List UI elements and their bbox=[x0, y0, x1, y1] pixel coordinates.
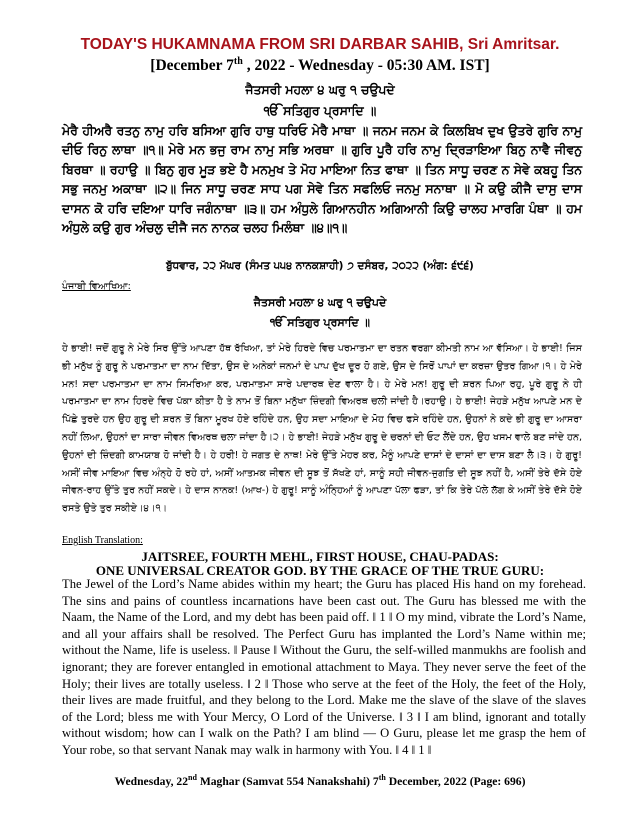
footer-part3: December, 2022 (Page: 696) bbox=[385, 774, 526, 788]
punjabi-ik-onkar: ੴ ਸਤਿਗੁਰ ਪ੍ਰਸਾਦਿ ॥ bbox=[270, 316, 370, 329]
punjabi-explanation-text: ਹੇ ਭਾਈ! ਜਦੋਂ ਗੁਰੂ ਨੇ ਮੇਰੇ ਸਿਰ ਉੱਤੇ ਆਪਣਾ ਹੱਥ ਰੱਖਿਆ, ਤਾਂ ਮੇਰੇ ਹਿਰਦੇ ਵਿਚ ਪਰਮਾਤਮਾ ਦਾ ਰਤਨ ਵਰਗਾ ਕੀਮਤੀ ਨਾਮ ਆ ਵੱਸਿਆ। ਹੇ ਭਾਈ! ਜਿਸ ਭੀ ਮਨੁੱਖ ਨੂੰ ਗੁਰੂ ਨੇ ਪਰਮਾਤਮਾ ਦਾ ਨਾਮ ਦਿੱਤਾ, ਉਸ ਦੇ ਅਨੇਕਾਂ ਜਨਮਾਂ ਦੇ ਪਾਪ ਦੁੱਖ ਦੂਰ ਹੋ ਗਏ, ਉਸ ਦੇ ਸਿਰੋਂ ਪਾਪਾਂ ਦਾ ਕਰਜ਼ਾ ਉਤਰ ਗਿਆ।੧। ਹੇ ਮੇਰੇ ਮਨ! ਸਦਾ ਪਰਮਾਤਮਾ ਦਾ ਨਾਮ ਸਿਮਰਿਆ ਕਰ, ਪਰਮਾਤਮਾ ਸਾਰੇ ਪਦਾਰਥ ਦੇਣ ਵਾਲਾ ਹੈ। ਹੇ ਮੇਰੇ ਮਨ! ਗੁਰੂ ਦੀ ਸ਼ਰਨ ਪਿਆ ਰਹੁ, ਪੂਰੇ ਗੁਰੂ ਨੇ ਹੀ ਪਰਮਾਤਮਾ ਦਾ ਨਾਮ ਹਿਰਦੇ ਵਿਚ ਪੱਕਾ ਕੀਤਾ ਹੈ ਤੇ ਨਾਮ ਤੋਂ ਬਿਨਾ ਮਨੁੱਖਾ ਜ਼ਿੰਦਗੀ ਵਿਅਰਥ ਚਲੀ ਜਾਂਦੀ ਹੈ।ਰਹਾਉ। ਹੇ ਭਾਈ! ਜੇਹੜੇ ਮਨੁੱਖ ਆਪਣੇ ਮਨ ਦੇ ਪਿੱਛੇ ਤੁਰਦੇ ਹਨ ਉਹ ਗੁਰੂ ਦੀ ਸ਼ਰਨ ਤੋਂ ਬਿਨਾ ਮੂਰਖ ਹੋਏ ਰਹਿੰਦੇ ਹਨ, ਉਹ ਸਦਾ ਮਾਇਆ ਦੇ ਮੋਹ ਵਿਚ ਫਸੇ ਰਹਿੰਦੇ ਹਨ, ਉਹਨਾਂ ਨੇ ਕਦੇ ਭੀ ਗੁਰੂ ਦਾ ਆਸਰਾ ਨਹੀਂ ਲਿਆ, ਉਹਨਾਂ ਦਾ ਸਾਰਾ ਜੀਵਨ ਵਿਅਰਥ ਚਲਾ ਜਾਂਦਾ ਹੈ।੨। ਹੇ ਭਾਈ! ਜੇਹੜੇ ਮਨੁੱਖ ਗੁਰੂ ਦੇ ਚਰਨਾਂ ਦੀ ਓਟ ਲੈਂਦੇ ਹਨ, ਉਹ ਖਸਮ ਵਾਲੇ ਬਣ ਜਾਂਦੇ ਹਨ, ਉਹਨਾਂ ਦੀ ਜ਼ਿੰਦਗੀ ਕਾਮਯਾਬ ਹੋ ਜਾਂਦੀ ਹੈ। ਹੇ ਹਰੀ! ਹੇ ਜਗਤ ਦੇ ਨਾਥ! ਮੇਰੇ ਉੱਤੇ ਮੇਹਰ ਕਰ, ਮੈਨੂੰ ਆਪਣੇ ਦਾਸਾਂ ਦੇ ਦਾਸਾਂ ਦਾ ਦਾਸ ਬਣਾ ਲੈ।੩। ਹੇ ਗੁਰੂ! ਅਸੀਂ ਜੀਵ ਮਾਇਆ ਵਿਚ ਅੰਨ੍ਹੇ ਹੋ ਰਹੇ ਹਾਂ, ਅਸੀਂ ਆਤਮਕ ਜੀਵਨ ਦੀ ਸੂਝ ਤੋਂ ਸੱਖਣੇ ਹਾਂ, ਸਾਨੂੰ ਸਹੀ ਜੀਵਨ-ਜੁਗਤਿ ਦੀ ਸੂਝ ਨਹੀਂ ਹੈ, ਅਸੀਂ ਤੇਰੇ ਦੱਸੇ ਹੋਏ ਜੀਵਨ-ਰਾਹ ਉੱਤੇ ਤੁਰ ਨਹੀਂ ਸਕਦੇ। ਹੇ ਦਾਸ ਨਾਨਕ! (ਆਖ-) ਹੇ ਗੁਰੂ! ਸਾਨੂੰ ਅੰਨ੍ਹਿਆਂ ਨੂੰ ਆਪਣਾ ਪੱਲਾ ਫੜਾ, ਤਾਂ ਕਿ ਤੇਰੇ ਪੱਲੇ ਲੱਗ ਕੇ ਅਸੀਂ ਤੇਰੇ ਦੱਸੇ ਹੋਏ ਰਸਤੇ ਉਤੇ ਤੁਰ ਸਕੀਏ।੪।੧। bbox=[62, 343, 582, 515]
gurmukhi-ik-onkar: ੴ ਸਤਿਗੁਰ ਪ੍ਰਸਾਦਿ ॥ bbox=[263, 103, 377, 118]
date-sup: th bbox=[233, 56, 243, 67]
english-translation-text: The Jewel of the Lord’s Name abides within my heart; the Guru has placed His hand on my forehead. The sins and pains of countless incarnations have been cast out. The Guru has blessed me with the Naam, the Name of the Lord, and my debt has been paid off. ‖ 1 ‖ O my mind, vibrate the Lord’s Name, and all your affairs shall be resolved. The Perfect Guru has implanted the Lord’s Name within me; without the Name, life is useless. ‖ Pause ‖ Without the Guru, the self-willed manmukhs are foolish and ignorant; they are forever entangled in emotional attachment to Maya. They never serve the feet of the Holy; their lives are totally useless. ‖ 2 ‖ Those who serve at the feet of the Holy, the feet of the Holy, their lives are made fruitful, and they belong to the Lord. Make me the slave of the slave of the slaves of the Lord; bless me with Your Mercy, O Lord of the Universe. ‖ 3 ‖ I am blind, ignorant and totally without wisdom; how can I walk on the Path? I am blind — O Guru, please let me grasp the hem of Your robe, so that servant Nanak may walk in harmony with You. ‖ 4 ‖ 1 ‖ bbox=[62, 577, 586, 757]
punjabi-shabad-heading: ਜੈਤਸਰੀ ਮਹਲਾ ੪ ਘਰੁ ੧ ਚਉਪਦੇ bbox=[253, 296, 387, 309]
english-heading-1: JAITSREE, FOURTH MEHL, FIRST HOUSE, CHAU-PADAS: bbox=[141, 549, 499, 564]
punjabi-date-line: ਬੁੱਧਵਾਰ, ੨੨ ਮੱਘਰ (ਸੰਮਤ ੫੫੪ ਨਾਨਕਸ਼ਾਹੀ) ੭ ਦਸੰਬਰ, ੨੦੨੨ (ਅੰਗ: ੬੯੬) bbox=[166, 260, 474, 272]
footer-sup2: th bbox=[378, 773, 386, 782]
footer-part1: Wednesday, 22 bbox=[114, 774, 189, 788]
page-title: TODAY'S HUKAMNAMA FROM SRI DARBAR SAHIB, Sri Amritsar. bbox=[80, 36, 560, 53]
punjabi-explanation-label: ਪੰਜਾਬੀ ਵਿਆਖਿਆ: bbox=[62, 281, 131, 292]
english-heading-2: ONE UNIVERSAL CREATOR GOD. BY THE GRACE OF THE TRUE GURU: bbox=[95, 563, 545, 578]
footer-date-line bbox=[0, 773, 640, 788]
date-pre: [December 7 bbox=[150, 57, 234, 75]
gurmukhi-shabad-heading: ਜੈਤਸਰੀ ਮਹਲਾ ੪ ਘਰੁ ੧ ਚਉਪਦੇ bbox=[245, 82, 395, 97]
gurmukhi-shabad-text: ਮੇਰੈ ਹੀਅਰੈ ਰਤਨੁ ਨਾਮੁ ਹਰਿ ਬਸਿਆ ਗੁਰਿ ਹਾਥੁ ਧਰਿਓ ਮੇਰੈ ਮਾਥਾ ॥ ਜਨਮ ਜਨਮ ਕੇ ਕਿਲਬਿਖ ਦੁਖ ਉਤਰੇ ਗੁਰਿ ਨਾਮੁ ਦੀਓ ਰਿਨੁ ਲਾਥਾ ॥੧॥ ਮੇਰੇ ਮਨ ਭਜੁ ਰਾਮ ਨਾਮੁ ਸਭਿ ਅਰਥਾ ॥ ਗੁਰਿ ਪੂਰੈ ਹਰਿ ਨਾਮੁ ਦ੍ਰਿੜਾਇਆ ਬਿਨੁ ਨਾਵੈ ਜੀਵਨੁ ਬਿਰਥਾ ॥ ਰਹਾਉ ॥ ਬਿਨੁ ਗੁਰ ਮੂੜ ਭਏ ਹੈ ਮਨਮੁਖ ਤੇ ਮੋਹ ਮਾਇਆ ਨਿਤ ਫਾਥਾ ॥ ਤਿਨ ਸਾਧੂ ਚਰਣ ਨ ਸੇਵੇ ਕਬਹੂ ਤਿਨ ਸਭੁ ਜਨਮੁ ਅਕਾਥਾ ॥੨॥ ਜਿਨ ਸਾਧੂ ਚਰਣ ਸਾਧ ਪਗ ਸੇਵੇ ਤਿਨ ਸਫਲਿਓ ਜਨਮੁ ਸਨਾਥਾ ॥ ਮੋ ਕਉ ਕੀਜੈ ਦਾਸੁ ਦਾਸ ਦਾਸਨ ਕੋ ਹਰਿ ਦਇਆ ਧਾਰਿ ਜਗੰਨਾਥਾ ॥੩॥ ਹਮ ਅੰਧੁਲੇ ਗਿਆਨਹੀਨ ਅਗਿਆਨੀ ਕਿਉ ਚਾਲਹ ਮਾਰਗਿ ਪੰਥਾ ॥ ਹਮ ਅੰਧੁਲੇ ਕਉ ਗੁਰ ਅੰਚਲੁ ਦੀਜੈ ਜਨ ਨਾਨਕ ਚਲਹ ਮਿਲੰਥਾ ॥੪॥੧॥ bbox=[62, 123, 582, 236]
date-line bbox=[0, 56, 640, 75]
date-post: , 2022 - Wednesday - 05:30 AM. IST] bbox=[242, 57, 490, 75]
footer-part2: Maghar (Samvat 554 Nanakshahi) 7 bbox=[196, 774, 379, 788]
footer-sup1: nd bbox=[188, 773, 197, 782]
english-translation-label: English Translation: bbox=[62, 535, 143, 546]
